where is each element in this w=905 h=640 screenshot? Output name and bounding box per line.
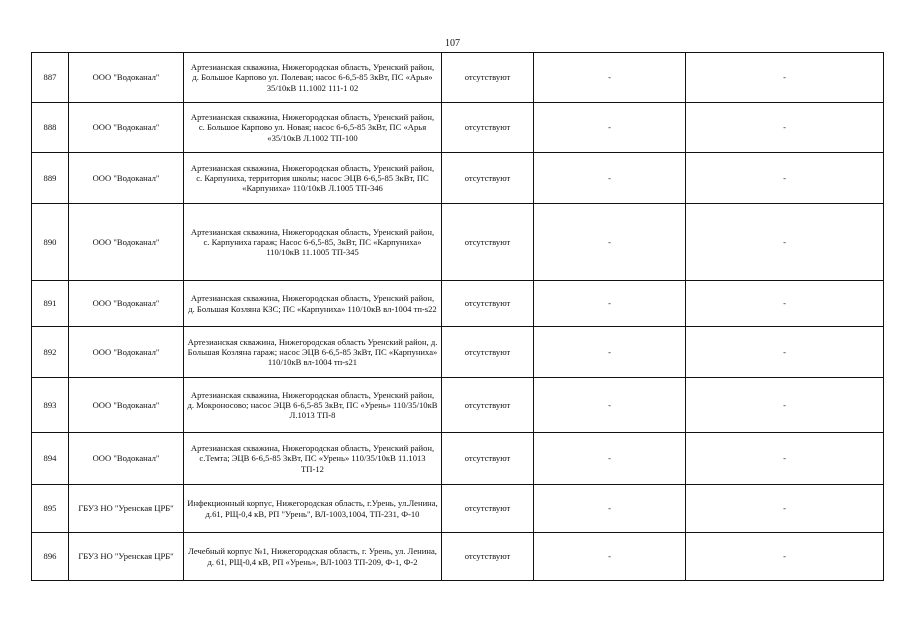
object-description-cell: Артезианская скважина, Нижегородская область, Уренский район, д. Мокроносово; насос ЭЦВ 6-6,5-85 3кВт, ПС «Урень» 110/35/10кВ Л.1013 ТП-8 — [184, 378, 442, 433]
row-number: 894 — [32, 433, 69, 485]
empty-value-cell: - — [686, 433, 884, 485]
organization-cell: ООО "Водоканал" — [69, 327, 184, 378]
row-number: 889 — [32, 153, 69, 204]
empty-value-cell: - — [686, 153, 884, 204]
row-number: 893 — [32, 378, 69, 433]
empty-value-cell: - — [534, 103, 686, 153]
object-description-cell: Артезианская скважина, Нижегородская область, Уренский район, д. Большая Козляна КЗС; ПС «Карпуниха» 110/10кВ вл-1004 тп-s22 — [184, 281, 442, 327]
status-cell: отсутствуют — [442, 53, 534, 103]
status-cell: отсутствуют — [442, 378, 534, 433]
status-cell: отсутствуют — [442, 103, 534, 153]
organization-cell: ООО "Водоканал" — [69, 153, 184, 204]
object-description-cell: Инфекционный корпус, Нижегородская область, г.Урень, ул.Ленина, д.61, РЩ-0,4 кВ, РП "Урень", ВЛ-1003,1004, ТП-231, Ф-10 — [184, 485, 442, 533]
empty-value-cell: - — [534, 533, 686, 581]
empty-value-cell: - — [686, 378, 884, 433]
object-description-cell: Артезианская скважина, Нижегородская область, Уренский район, с. Большое Карпово ул. Новая; насос 6-6,5-85 3кВт, ПС «Арья «35/10кВ Л.1002 ТП-100 — [184, 103, 442, 153]
status-cell: отсутствуют — [442, 433, 534, 485]
object-description-cell: Лечебный корпус №1, Нижегородская область, г. Урень, ул. Ленина, д. 61, РЩ-0,4 кВ, РП «Урень», ВЛ-1003 ТП-209, Ф-1, Ф-2 — [184, 533, 442, 581]
object-description-cell: Артезианская скважина, Нижегородская область, Уренский район, с. Карпуниха гараж; Насос 6-6,5-85, 3кВт, ПС «Карпуниха» 110/10кВ 11.1005 ТП-345 — [184, 204, 442, 281]
organization-cell: ООО "Водоканал" — [69, 53, 184, 103]
status-cell: отсутствуют — [442, 204, 534, 281]
table-row — [32, 281, 884, 327]
status-cell: отсутствуют — [442, 281, 534, 327]
organization-cell: ООО "Водоканал" — [69, 433, 184, 485]
object-description-cell: Артезианская скважина, Нижегородская область, Уренский район, д. Большое Карпово ул. Полевая; насос 6-6,5-85 3кВт, ПС «Арья» 35/10кВ 11.1002 111-1 02 — [184, 53, 442, 103]
empty-value-cell: - — [534, 153, 686, 204]
status-cell: отсутствуют — [442, 485, 534, 533]
organization-cell: ООО "Водоканал" — [69, 378, 184, 433]
table-row — [32, 53, 884, 103]
empty-value-cell: - — [534, 327, 686, 378]
organization-cell: ООО "Водоканал" — [69, 103, 184, 153]
empty-value-cell: - — [534, 281, 686, 327]
object-description-cell: Артезианская скважина, Нижегородская область, Уренский район, с. Карпуниха, территория школы; насос ЭЦВ 6-6,5-85 3кВт, ПС «Карпуниха» 110/10кВ Л.1005 ТП-346 — [184, 153, 442, 204]
empty-value-cell: - — [686, 103, 884, 153]
empty-value-cell: - — [686, 53, 884, 103]
empty-value-cell: - — [686, 327, 884, 378]
empty-value-cell: - — [686, 485, 884, 533]
empty-value-cell: - — [686, 281, 884, 327]
row-number: 895 — [32, 485, 69, 533]
table-row — [32, 153, 884, 204]
object-description-cell: Артезианская скважина, Нижегородская область Уренский район, д. Большая Козляна гараж; насос ЭЦВ 6-6,5-85 3кВт, ПС «Карпуниха» 110/10кВ вл-1004 тп-s21 — [184, 327, 442, 378]
status-cell: отсутствуют — [442, 533, 534, 581]
empty-value-cell: - — [534, 433, 686, 485]
status-cell: отсутствуют — [442, 153, 534, 204]
empty-value-cell: - — [534, 53, 686, 103]
empty-value-cell: - — [534, 204, 686, 281]
row-number: 887 — [32, 53, 69, 103]
table-row — [32, 204, 884, 281]
row-number: 888 — [32, 103, 69, 153]
organization-cell: ООО "Водоканал" — [69, 281, 184, 327]
table-row — [32, 327, 884, 378]
table-row — [32, 533, 884, 581]
status-cell: отсутствуют — [442, 327, 534, 378]
page-number: 107 — [445, 38, 460, 49]
row-number: 891 — [32, 281, 69, 327]
row-number: 896 — [32, 533, 69, 581]
empty-value-cell: - — [534, 485, 686, 533]
objects-table — [31, 52, 884, 581]
table-row — [32, 485, 884, 533]
table-row — [32, 433, 884, 485]
organization-cell: ГБУЗ НО "Уренская ЦРБ" — [69, 533, 184, 581]
object-description-cell: Артезианская скважина, Нижегородская область, Уренский район, с.Темта; ЭЦВ 6-6,5-85 3кВт, ПС «Урень» 110/35/10кВ 11.1013 ТП-12 — [184, 433, 442, 485]
empty-value-cell: - — [534, 378, 686, 433]
row-number: 892 — [32, 327, 69, 378]
row-number: 890 — [32, 204, 69, 281]
empty-value-cell: - — [686, 533, 884, 581]
organization-cell: ГБУЗ НО "Уренская ЦРБ" — [69, 485, 184, 533]
table-row — [32, 103, 884, 153]
organization-cell: ООО "Водоканал" — [69, 204, 184, 281]
empty-value-cell: - — [686, 204, 884, 281]
table-row — [32, 378, 884, 433]
